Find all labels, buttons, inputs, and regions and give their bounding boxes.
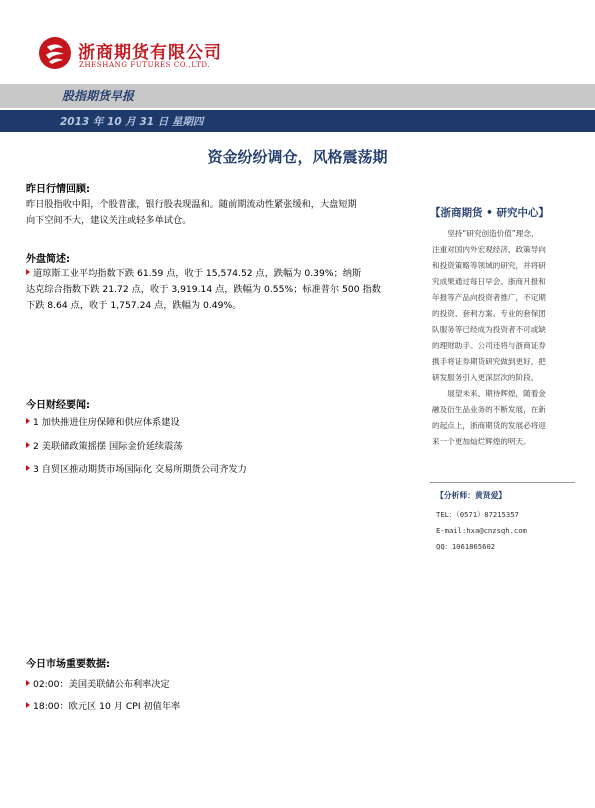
sidebar-line: 的起点上，浙商期货的发展必将迎 xyxy=(432,421,546,430)
news-item-text: 2 美联储政策摇摆 国际金价延续震荡 xyxy=(33,441,183,452)
bullet-arrow-icon xyxy=(26,269,30,275)
overseas-line: 下跌 8.64 点，收于 1,757.24 点，跌幅为 0.49%。 xyxy=(26,300,242,311)
section-heading-yesterday: 昨日行情回顾: xyxy=(26,184,90,195)
market-data-item xyxy=(26,700,180,714)
bullet-arrow-icon xyxy=(26,442,30,448)
sidebar-line: 来一个更加灿烂辉煌的明天。 xyxy=(432,437,531,446)
news-item-text: 1 加快推进住房保障和供应体系建设 xyxy=(33,417,180,428)
company-name-cn: 浙商期货有限公司 xyxy=(78,43,222,63)
market-data-text: 18:00：欧元区 10 月 CPI 初值年率 xyxy=(33,701,181,712)
news-item xyxy=(26,440,183,454)
analyst-email: E-mail:hxa@cnzsqh.com xyxy=(436,526,527,535)
news-item-text: 3 自贸区推动期货市场国际化 交易所期货公司齐发力 xyxy=(33,464,247,475)
sidebar-para2 xyxy=(432,386,574,450)
section-heading-news: 今日财经要闻: xyxy=(26,400,90,411)
sidebar-line: 融及衍生品业务的不断发展，在新 xyxy=(432,405,546,414)
yesterday-line: 昨日股指收中阳，个股普涨，银行股表现温和。随前期流动性紧张缓和，大盘短期 xyxy=(26,199,357,210)
bullet-arrow-icon xyxy=(26,465,30,471)
sidebar-line: 坚持“研究创造价值”理念， xyxy=(447,229,539,238)
sidebar-line: 注重对国内外宏观经济、政策导向 xyxy=(432,245,546,254)
overseas-text: 道琼斯工业平均指数下跌 61.59 点，收于 15,574.52 点，跌幅为 0.39%；纳斯 xyxy=(33,268,362,279)
bullet-arrow-icon xyxy=(26,702,30,708)
news-item xyxy=(26,463,247,477)
sidebar-divider xyxy=(430,482,575,483)
market-data-text: 02:00：美国美联储公布利率决定 xyxy=(33,679,170,690)
bullet-arrow-icon xyxy=(26,418,30,424)
report-type: 股指期货早报 xyxy=(62,89,135,103)
bullet-arrow-icon xyxy=(26,680,30,686)
news-item xyxy=(26,416,180,430)
analyst-qq: QQ：1061865602 xyxy=(436,542,496,551)
analyst-name: 【分析师：黄贤爱】 xyxy=(436,491,507,500)
sidebar-line: 队服务等已经成为投资者不可或缺 xyxy=(432,325,546,334)
sidebar-line: 研发服务引入更深层次的阶段。 xyxy=(432,373,539,382)
sidebar-line: 和投资策略等领域的研究，并将研 xyxy=(432,261,546,270)
sidebar-line: 的投资、套利方案、专业的套保团 xyxy=(432,309,546,318)
overseas-line: 达克综合指数下跌 21.72 点，收于 3,919.14 点，跌幅为 0.55%；标准普尔 500 指数 xyxy=(26,284,381,295)
overseas-line xyxy=(26,267,361,281)
section-heading-overseas: 外盘简述: xyxy=(26,254,70,265)
sidebar-line: 展望未来、期待辉煌，随着金 xyxy=(447,389,546,398)
market-data-item xyxy=(26,678,170,692)
page-title: 资金纷纷调仓，风格震荡期 xyxy=(207,148,388,166)
analyst-tel: TEL：（0571）87215357 xyxy=(436,510,519,519)
sidebar-para1 xyxy=(432,226,574,386)
sidebar-line: 究成果通过每日早会、浙商月报和 xyxy=(432,277,546,286)
sidebar-title: 【浙商期货 • 研究中心】 xyxy=(430,207,550,219)
report-date: 2013 年 10 月 31 日 星期四 xyxy=(60,116,204,128)
sidebar-line: 携手将证券期货研究做到更好，把 xyxy=(432,357,546,366)
sidebar-line: 年报等产品向投资者推广，不定期 xyxy=(432,293,546,302)
yesterday-line: 向下空间不大，建议关注或轻多单试仓。 xyxy=(26,215,192,226)
zheshang-logo-icon xyxy=(38,36,72,70)
sidebar-line: 的理财助手。公司还将与浙商证券 xyxy=(432,341,546,350)
section-heading-market-data: 今日市场重要数据: xyxy=(26,659,110,670)
company-name-en: ZHESHANG FUTURES CO.,LTD. xyxy=(79,61,211,69)
